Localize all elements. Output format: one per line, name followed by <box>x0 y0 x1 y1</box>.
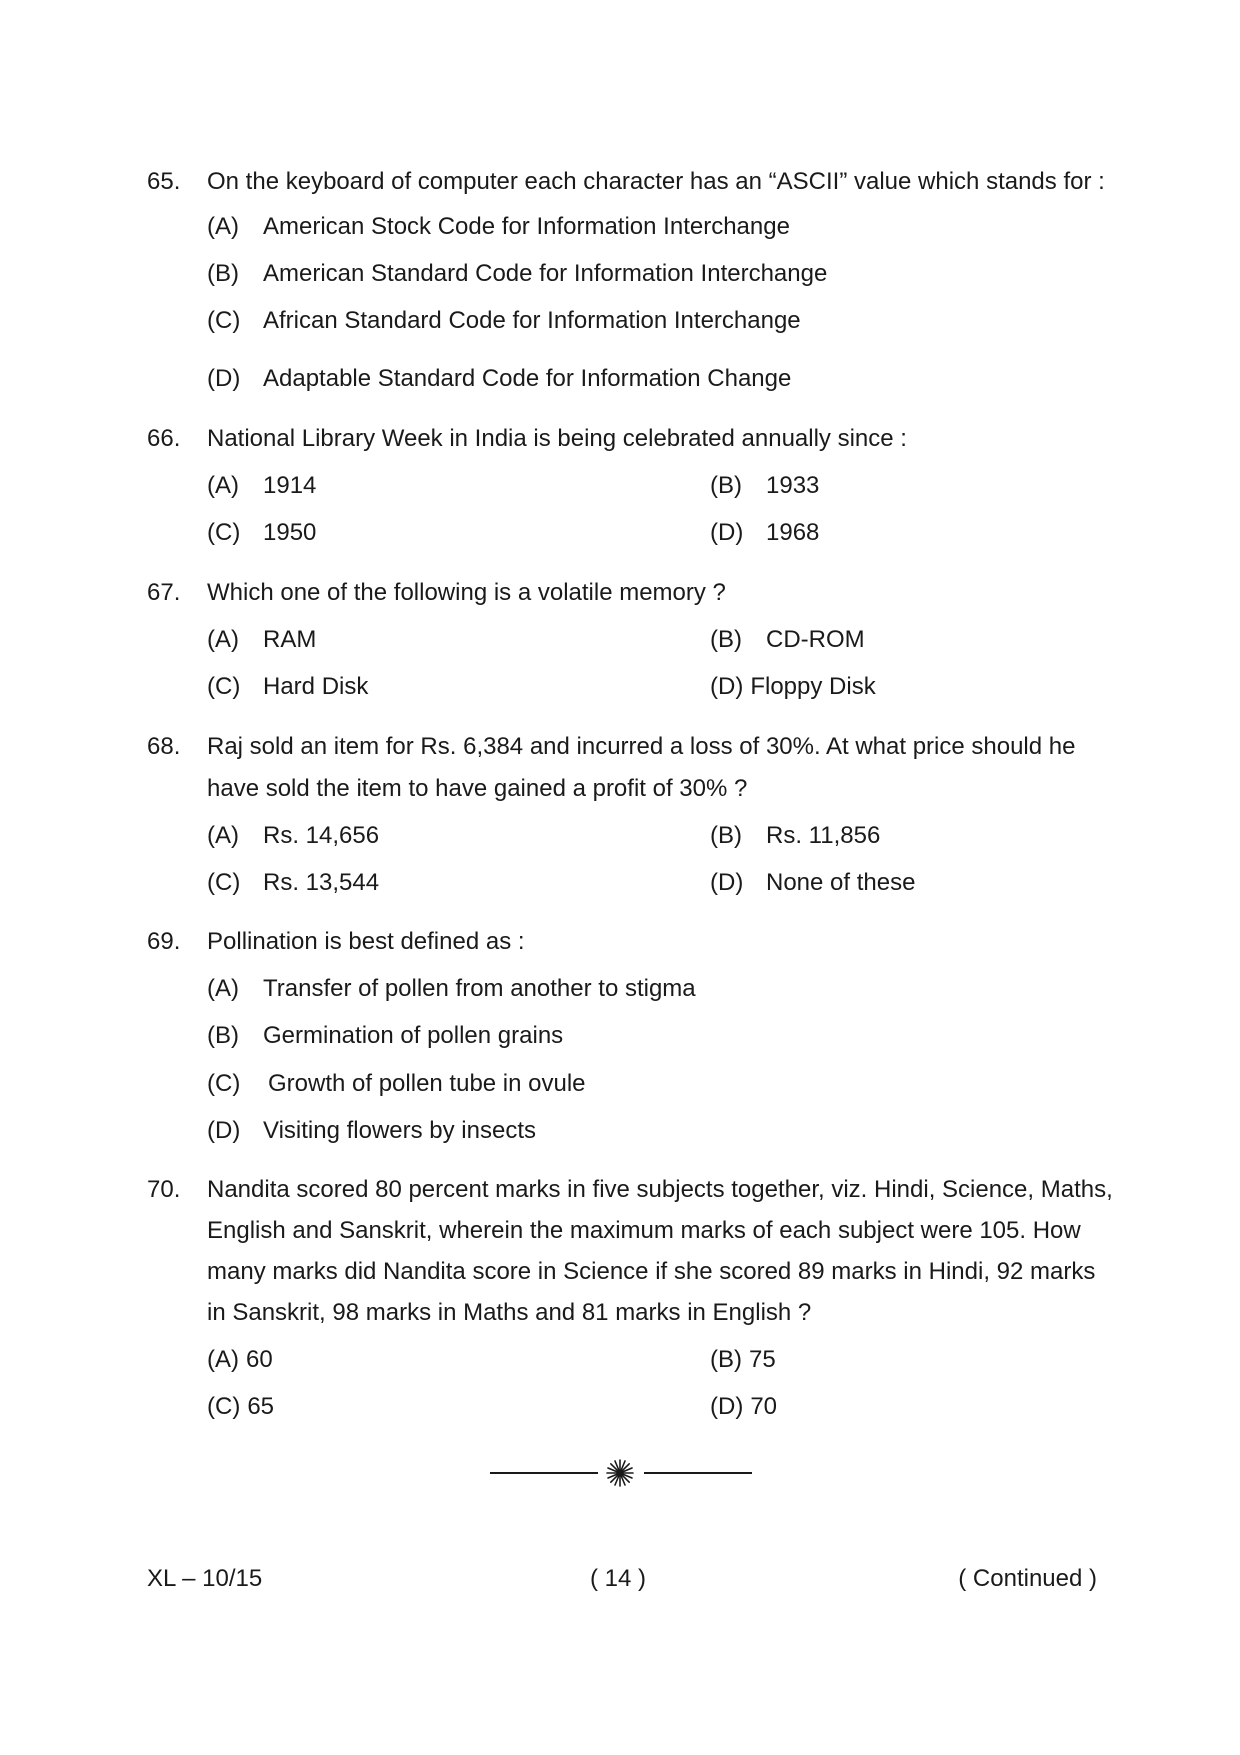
option-c: (C) 1950 <box>207 519 317 546</box>
question-number: 67. <box>147 579 181 606</box>
divider-line-left <box>490 1472 598 1474</box>
option-a: (A) 60 <box>207 1346 273 1373</box>
option-b: (B) 75 <box>710 1346 776 1373</box>
option-b: (B) American Standard Code for Information Interchange <box>207 260 828 287</box>
question-text-line: have sold the item to have gained a profit of 30% ? <box>207 775 748 802</box>
option-a: (A) Transfer of pollen from another to stigma <box>207 975 696 1002</box>
option-d: (D) Floppy Disk <box>710 673 876 700</box>
question-number: 69. <box>147 928 181 955</box>
question-text-line: many marks did Nandita score in Science if she scored 89 marks in Hindi, 92 marks <box>207 1258 1096 1285</box>
question-text-line: in Sanskrit, 98 marks in Maths and 81 marks in English ? <box>207 1299 812 1326</box>
question-number: 70. <box>147 1176 181 1203</box>
option-b: (B) Rs. 11,856 <box>710 822 881 849</box>
divider-line-right <box>644 1472 752 1474</box>
option-c: (C) African Standard Code for Information Interchange <box>207 307 801 334</box>
option-d: (D) Visiting flowers by insects <box>207 1117 536 1144</box>
option-a: (A) RAM <box>207 626 317 653</box>
option-c: (C) Growth of pollen tube in ovule <box>207 1070 586 1097</box>
question-number: 66. <box>147 425 181 452</box>
question-text: Pollination is best defined as : <box>207 928 525 955</box>
option-d: (D) 70 <box>710 1393 778 1420</box>
question-text-line: Nandita scored 80 percent marks in five subjects together, viz. Hindi, Science, Maths, <box>207 1176 1113 1203</box>
option-a: (A) 1914 <box>207 472 317 499</box>
question-text: Which one of the following is a volatile memory ? <box>207 579 726 606</box>
option-d: (D) Adaptable Standard Code for Information Change <box>207 365 792 392</box>
option-b: (B) 1933 <box>710 472 820 499</box>
option-d: (D) 1968 <box>710 519 820 546</box>
question-text: National Library Week in India is being celebrated annually since : <box>207 425 907 452</box>
question-text-line: English and Sanskrit, wherein the maximum marks of each subject were 105. How <box>207 1217 1081 1244</box>
option-a: (A) Rs. 14,656 <box>207 822 380 849</box>
option-c: (C) 65 <box>207 1393 275 1420</box>
option-c: (C) Rs. 13,544 <box>207 869 380 896</box>
continued-label: ( Continued ) <box>958 1565 1097 1592</box>
option-b: (B) CD-ROM <box>710 626 865 653</box>
option-c: (C) Hard Disk <box>207 673 369 700</box>
question-number: 68. <box>147 733 181 760</box>
option-b: (B) Germination of pollen grains <box>207 1022 564 1049</box>
option-d: (D) None of these <box>710 869 916 896</box>
question-text-line: Raj sold an item for Rs. 6,384 and incurred a loss of 30%. At what price should he <box>207 733 1076 760</box>
page-number: ( 14 ) <box>590 1565 647 1592</box>
option-a: (A) American Stock Code for Information Interchange <box>207 213 790 240</box>
question-text: On the keyboard of computer each character has an “ASCII” value which stands for : <box>207 168 1105 195</box>
star-ornament-icon <box>606 1459 634 1487</box>
paper-code: XL – 10/15 <box>147 1565 263 1592</box>
question-number: 65. <box>147 168 181 195</box>
